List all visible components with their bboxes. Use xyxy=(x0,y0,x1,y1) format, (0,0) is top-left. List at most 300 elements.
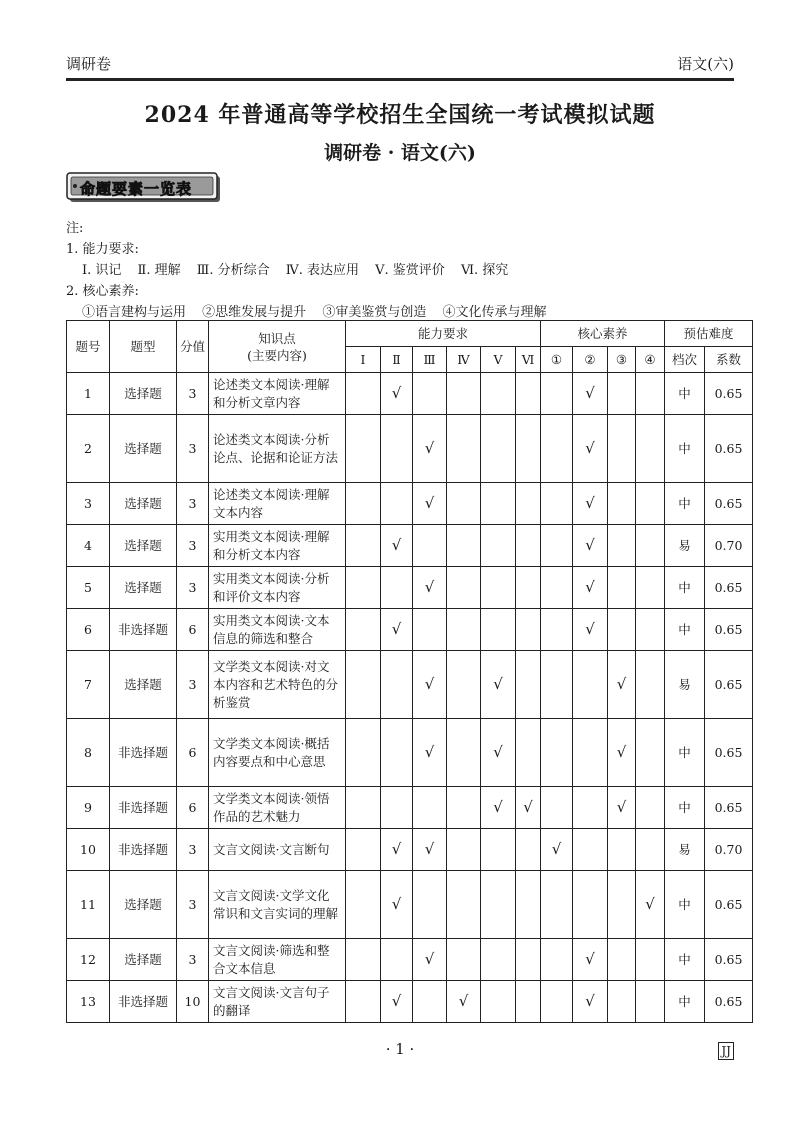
ability-col-header: Ⅲ xyxy=(413,347,447,373)
cell-score: 3 xyxy=(177,567,209,609)
cell-ability xyxy=(381,981,413,1023)
cell-core xyxy=(608,829,636,871)
difficulty-level-header: 档次 xyxy=(665,347,705,373)
cell-type: 非选择题 xyxy=(110,609,177,651)
cell-core xyxy=(608,719,636,787)
cell-core xyxy=(608,567,636,609)
cell-number: 3 xyxy=(67,483,110,525)
cell-score: 10 xyxy=(177,981,209,1023)
core-col-header: ④ xyxy=(636,347,665,373)
check-mark-icon: √ xyxy=(585,439,595,457)
ability-col-header: Ⅰ xyxy=(346,347,381,373)
cell-core xyxy=(608,373,636,415)
cell-level: 中 xyxy=(665,787,705,829)
cell-knowledge: 文学类文本阅读·领悟作品的艺术魅力 xyxy=(209,787,346,829)
cell-knowledge: 文言文阅读·文言断句 xyxy=(209,829,346,871)
core-item: ②思维发展与提升 xyxy=(202,305,307,320)
table-row xyxy=(67,719,753,787)
table-row xyxy=(67,415,753,483)
header-right: 语文(六) xyxy=(677,55,734,73)
cell-ability xyxy=(413,609,447,651)
cell-ability xyxy=(516,567,541,609)
cell-core xyxy=(541,525,573,567)
table-row xyxy=(67,939,753,981)
cell-ability xyxy=(516,829,541,871)
header-rule xyxy=(66,80,734,81)
cell-core xyxy=(573,829,608,871)
cell-ability xyxy=(381,525,413,567)
cell-knowledge: 文言文阅读·文学文化常识和文言实词的理解 xyxy=(209,871,346,939)
core-col-header: ③ xyxy=(608,347,636,373)
cell-score: 3 xyxy=(177,373,209,415)
ability-item: Ⅵ. 探究 xyxy=(460,263,509,278)
cell-level: 中 xyxy=(665,415,705,483)
page-code: JJ xyxy=(718,1042,734,1060)
cell-level: 中 xyxy=(665,871,705,939)
cell-core xyxy=(636,787,665,829)
cell-ability xyxy=(447,651,481,719)
cell-core xyxy=(573,567,608,609)
cell-ability xyxy=(346,415,381,483)
cell-ability xyxy=(516,719,541,787)
check-mark-icon: √ xyxy=(424,675,435,693)
cell-ability xyxy=(346,829,381,871)
cell-number: 10 xyxy=(67,829,110,871)
col-header-type: 题型 xyxy=(110,321,177,373)
cell-core xyxy=(636,939,665,981)
check-mark-icon: √ xyxy=(493,743,503,761)
check-mark-icon: √ xyxy=(424,439,435,457)
cell-knowledge: 文言文阅读·筛选和整合文本信息 xyxy=(209,939,346,981)
cell-core xyxy=(608,525,636,567)
table-row xyxy=(67,651,753,719)
knowledge-header-title: 知识点 xyxy=(258,330,296,346)
cell-type: 选择题 xyxy=(110,483,177,525)
check-mark-icon: √ xyxy=(645,895,655,913)
cell-core xyxy=(541,829,573,871)
cell-ability xyxy=(381,829,413,871)
cell-coef: 0.65 xyxy=(705,651,753,719)
page-number: · 1 · xyxy=(385,1040,415,1058)
cell-score: 6 xyxy=(177,609,209,651)
cell-type: 选择题 xyxy=(110,373,177,415)
check-mark-icon: √ xyxy=(391,992,402,1010)
check-mark-icon: √ xyxy=(585,992,595,1010)
difficulty-coef-header: 系数 xyxy=(705,347,753,373)
notes-label: 注: xyxy=(66,221,84,236)
cell-number: 12 xyxy=(67,939,110,981)
ability-col-header: Ⅴ xyxy=(481,347,516,373)
cell-ability xyxy=(516,609,541,651)
cell-core xyxy=(541,981,573,1023)
check-mark-icon: √ xyxy=(523,798,533,816)
cell-core xyxy=(541,483,573,525)
check-mark-icon: √ xyxy=(458,992,469,1010)
check-mark-icon: √ xyxy=(424,578,435,596)
cell-score: 3 xyxy=(177,871,209,939)
cell-ability xyxy=(481,483,516,525)
cell-core xyxy=(636,719,665,787)
cell-ability xyxy=(346,871,381,939)
cell-ability xyxy=(413,719,447,787)
requirements-table xyxy=(66,320,753,1023)
cell-ability xyxy=(481,939,516,981)
cell-ability xyxy=(447,373,481,415)
cell-knowledge: 论述类文本阅读·分析论点、论据和论证方法 xyxy=(209,415,346,483)
ability-item: Ⅳ. 表达应用 xyxy=(285,263,360,278)
ability-list xyxy=(66,260,558,281)
cell-level: 中 xyxy=(665,609,705,651)
cell-ability xyxy=(381,939,413,981)
cell-score: 3 xyxy=(177,483,209,525)
cell-ability xyxy=(481,829,516,871)
cell-coef: 0.65 xyxy=(705,981,753,1023)
check-mark-icon: √ xyxy=(424,950,435,968)
table-row xyxy=(67,373,753,415)
cell-level: 易 xyxy=(665,651,705,719)
cell-number: 6 xyxy=(67,609,110,651)
cell-ability xyxy=(346,483,381,525)
cell-number: 2 xyxy=(67,415,110,483)
core-col-header: ② xyxy=(573,347,608,373)
cell-core xyxy=(636,373,665,415)
check-mark-icon: √ xyxy=(391,840,402,858)
cell-level: 中 xyxy=(665,567,705,609)
cell-level: 易 xyxy=(665,829,705,871)
cell-ability xyxy=(413,373,447,415)
cell-core xyxy=(573,609,608,651)
cell-ability xyxy=(381,651,413,719)
cell-core xyxy=(573,981,608,1023)
check-mark-icon: √ xyxy=(424,840,435,858)
ability-item: Ⅲ. 分析综合 xyxy=(196,263,270,278)
cell-knowledge: 文言文阅读·文言句子的翻译 xyxy=(209,981,346,1023)
core-item: ①语言建构与运用 xyxy=(82,305,187,320)
cell-ability xyxy=(447,829,481,871)
cell-core xyxy=(573,939,608,981)
cell-type: 非选择题 xyxy=(110,787,177,829)
check-mark-icon: √ xyxy=(616,675,627,693)
cell-type: 非选择题 xyxy=(110,719,177,787)
cell-number: 5 xyxy=(67,567,110,609)
check-mark-icon: √ xyxy=(551,840,562,858)
cell-ability xyxy=(413,415,447,483)
cell-ability xyxy=(381,871,413,939)
cell-type: 选择题 xyxy=(110,651,177,719)
cell-number: 11 xyxy=(67,871,110,939)
cell-score: 6 xyxy=(177,719,209,787)
cell-core xyxy=(573,787,608,829)
cell-knowledge: 论述类文本阅读·理解和分析文章内容 xyxy=(209,373,346,415)
cell-ability xyxy=(447,981,481,1023)
cell-ability xyxy=(481,609,516,651)
cell-ability xyxy=(346,373,381,415)
cell-ability xyxy=(413,871,447,939)
cell-level: 中 xyxy=(665,373,705,415)
check-mark-icon: √ xyxy=(585,384,595,402)
cell-score: 6 xyxy=(177,787,209,829)
check-mark-icon: √ xyxy=(616,798,627,816)
check-mark-icon: √ xyxy=(424,494,435,512)
cell-core xyxy=(636,415,665,483)
cell-coef: 0.70 xyxy=(705,525,753,567)
cell-ability xyxy=(381,373,413,415)
cell-ability xyxy=(413,787,447,829)
cell-ability xyxy=(381,719,413,787)
cell-knowledge: 文学类文本阅读·对文本内容和艺术特色的分析鉴赏 xyxy=(209,651,346,719)
page-title: 2024 年普通高等学校招生全国统一考试模拟试题 xyxy=(144,102,656,128)
table-row xyxy=(67,609,753,651)
cell-level: 易 xyxy=(665,525,705,567)
cell-ability xyxy=(447,871,481,939)
cell-score: 3 xyxy=(177,651,209,719)
cell-ability xyxy=(447,719,481,787)
cell-ability xyxy=(381,483,413,525)
cell-core xyxy=(608,981,636,1023)
cell-ability xyxy=(481,871,516,939)
cell-score: 3 xyxy=(177,829,209,871)
cell-ability xyxy=(516,373,541,415)
cell-level: 中 xyxy=(665,483,705,525)
cell-coef: 0.65 xyxy=(705,939,753,981)
cell-core xyxy=(608,939,636,981)
check-mark-icon: √ xyxy=(391,895,402,913)
cell-score: 3 xyxy=(177,939,209,981)
cell-number: 8 xyxy=(67,719,110,787)
cell-ability xyxy=(381,567,413,609)
check-mark-icon: √ xyxy=(585,494,595,512)
cell-core xyxy=(541,609,573,651)
cell-ability xyxy=(346,787,381,829)
check-mark-icon: √ xyxy=(391,384,402,402)
cell-ability xyxy=(481,787,516,829)
cell-core xyxy=(636,567,665,609)
col-header-core: 核心素养 xyxy=(541,321,665,347)
cell-ability xyxy=(481,651,516,719)
cell-level: 中 xyxy=(665,719,705,787)
cell-core xyxy=(573,719,608,787)
cell-core xyxy=(608,609,636,651)
cell-ability xyxy=(413,981,447,1023)
cell-type: 选择题 xyxy=(110,939,177,981)
cell-core xyxy=(608,787,636,829)
cell-ability xyxy=(447,939,481,981)
cell-ability xyxy=(447,567,481,609)
ability-item: Ⅴ. 鉴赏评价 xyxy=(375,263,445,278)
cell-ability xyxy=(516,483,541,525)
check-mark-icon: √ xyxy=(585,620,595,638)
cell-core xyxy=(573,373,608,415)
check-mark-icon: √ xyxy=(424,743,435,761)
check-mark-icon: √ xyxy=(585,536,595,554)
cell-core xyxy=(573,651,608,719)
cell-ability xyxy=(516,651,541,719)
cell-ability xyxy=(516,981,541,1023)
table-row xyxy=(67,871,753,939)
cell-core xyxy=(636,525,665,567)
cell-coef: 0.70 xyxy=(705,829,753,871)
cell-type: 选择题 xyxy=(110,871,177,939)
table-row xyxy=(67,483,753,525)
cell-core xyxy=(608,415,636,483)
check-mark-icon: √ xyxy=(493,675,503,693)
ability-col-header: Ⅱ xyxy=(381,347,413,373)
cell-ability xyxy=(481,981,516,1023)
cell-ability xyxy=(346,567,381,609)
cell-coef: 0.65 xyxy=(705,373,753,415)
cell-ability xyxy=(346,609,381,651)
cell-ability xyxy=(413,829,447,871)
core-item: ③审美鉴赏与创造 xyxy=(322,305,427,320)
cell-score: 3 xyxy=(177,525,209,567)
cell-knowledge: 文学类文本阅读·概括内容要点和中心意思 xyxy=(209,719,346,787)
table-row xyxy=(67,567,753,609)
table-body xyxy=(67,373,753,1023)
cell-coef: 0.65 xyxy=(705,415,753,483)
cell-ability xyxy=(413,939,447,981)
header-left: 调研卷 xyxy=(66,55,112,73)
cell-core xyxy=(541,787,573,829)
cell-ability xyxy=(516,415,541,483)
ability-col-header: Ⅵ xyxy=(516,347,541,373)
cell-ability xyxy=(447,609,481,651)
cell-ability xyxy=(516,939,541,981)
cell-type: 非选择题 xyxy=(110,829,177,871)
cell-core xyxy=(541,719,573,787)
cell-ability xyxy=(447,415,481,483)
cell-ability xyxy=(381,609,413,651)
check-mark-icon: √ xyxy=(616,743,627,761)
cell-ability xyxy=(346,719,381,787)
cell-ability xyxy=(381,415,413,483)
core-item: ④文化传承与理解 xyxy=(442,305,547,320)
cell-core xyxy=(541,939,573,981)
cell-type: 选择题 xyxy=(110,567,177,609)
ability-title: 1. 能力要求: xyxy=(66,242,139,257)
cell-score: 3 xyxy=(177,415,209,483)
table-head xyxy=(67,321,753,373)
cell-knowledge: 实用类文本阅读·理解和分析文本内容 xyxy=(209,525,346,567)
col-header-ability: 能力要求 xyxy=(346,321,541,347)
cell-ability xyxy=(413,651,447,719)
cell-type: 选择题 xyxy=(110,525,177,567)
cell-core xyxy=(541,651,573,719)
cell-knowledge: 实用类文本阅读·分析和评价文本内容 xyxy=(209,567,346,609)
cell-ability xyxy=(481,415,516,483)
ability-col-header: Ⅳ xyxy=(447,347,481,373)
table-row xyxy=(67,787,753,829)
cell-ability xyxy=(381,787,413,829)
cell-ability xyxy=(346,981,381,1023)
cell-type: 非选择题 xyxy=(110,981,177,1023)
cell-core xyxy=(636,871,665,939)
table-row xyxy=(67,981,753,1023)
cell-ability xyxy=(447,525,481,567)
cell-number: 4 xyxy=(67,525,110,567)
cell-core xyxy=(608,483,636,525)
cell-ability xyxy=(447,483,481,525)
cell-ability xyxy=(447,787,481,829)
core-title: 2. 核心素养: xyxy=(66,284,139,299)
page-header xyxy=(66,46,734,80)
col-header-score: 分值 xyxy=(177,321,209,373)
check-mark-icon: √ xyxy=(585,950,595,968)
ability-item: Ⅱ. 理解 xyxy=(137,263,181,278)
cell-ability xyxy=(346,525,381,567)
cell-core xyxy=(541,415,573,483)
notes-section xyxy=(66,218,558,323)
cell-core xyxy=(541,373,573,415)
cell-ability xyxy=(346,651,381,719)
cell-number: 13 xyxy=(67,981,110,1023)
cell-ability xyxy=(481,567,516,609)
cell-coef: 0.65 xyxy=(705,483,753,525)
cell-ability xyxy=(413,567,447,609)
cell-core xyxy=(573,871,608,939)
cell-level: 中 xyxy=(665,939,705,981)
cell-knowledge: 论述类文本阅读·理解文本内容 xyxy=(209,483,346,525)
check-mark-icon: √ xyxy=(391,620,402,638)
cell-core xyxy=(608,651,636,719)
cell-ability xyxy=(481,373,516,415)
cell-coef: 0.65 xyxy=(705,787,753,829)
cell-knowledge: 实用类文本阅读·文本信息的筛选和整合 xyxy=(209,609,346,651)
cell-core xyxy=(636,981,665,1023)
cell-level: 中 xyxy=(665,981,705,1023)
cell-ability xyxy=(481,719,516,787)
cell-core xyxy=(636,651,665,719)
page-subtitle: 调研卷 · 语文(六) xyxy=(324,142,476,164)
cell-ability xyxy=(346,939,381,981)
cell-ability xyxy=(516,525,541,567)
cell-core xyxy=(608,871,636,939)
ability-item: Ⅰ. 识记 xyxy=(82,263,122,278)
cell-number: 9 xyxy=(67,787,110,829)
col-header-number: 题号 xyxy=(67,321,110,373)
cell-number: 1 xyxy=(67,373,110,415)
check-mark-icon: √ xyxy=(585,578,595,596)
cell-ability xyxy=(413,483,447,525)
col-header-knowledge xyxy=(209,321,346,373)
cell-ability xyxy=(516,787,541,829)
banner-title: 命题要素一览表 xyxy=(80,180,193,198)
col-header-difficulty: 预估难度 xyxy=(665,321,753,347)
cell-core xyxy=(636,609,665,651)
cell-core xyxy=(573,483,608,525)
table-row xyxy=(67,525,753,567)
cell-core xyxy=(541,567,573,609)
cell-coef: 0.65 xyxy=(705,871,753,939)
check-mark-icon: √ xyxy=(391,536,402,554)
table-row xyxy=(67,829,753,871)
cell-core xyxy=(573,525,608,567)
cell-core xyxy=(636,483,665,525)
cell-number: 7 xyxy=(67,651,110,719)
cell-ability xyxy=(413,525,447,567)
cell-coef: 0.65 xyxy=(705,719,753,787)
cell-core xyxy=(636,829,665,871)
core-col-header: ① xyxy=(541,347,573,373)
cell-type: 选择题 xyxy=(110,415,177,483)
cell-coef: 0.65 xyxy=(705,567,753,609)
cell-coef: 0.65 xyxy=(705,609,753,651)
cell-ability xyxy=(481,525,516,567)
check-mark-icon: √ xyxy=(493,798,503,816)
cell-core xyxy=(541,871,573,939)
cell-ability xyxy=(516,871,541,939)
cell-core xyxy=(573,415,608,483)
knowledge-header-sub: (主要内容) xyxy=(247,347,307,363)
